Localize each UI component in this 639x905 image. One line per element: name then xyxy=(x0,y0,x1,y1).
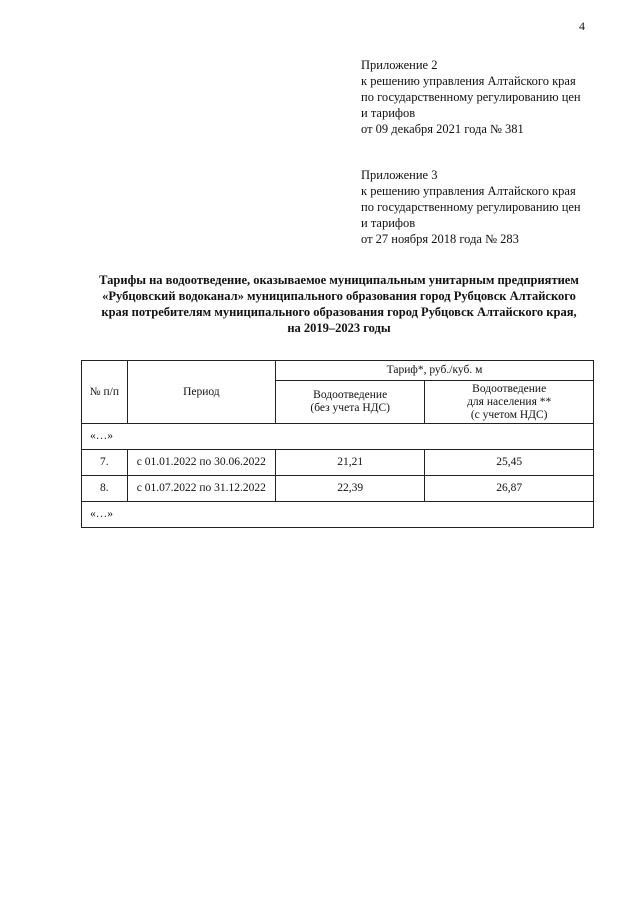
page-number: 4 xyxy=(579,19,585,33)
tariff-table xyxy=(81,360,594,528)
table-ellipsis-row xyxy=(82,502,594,528)
appendix-2-line: по государственному регулированию цен xyxy=(361,90,581,104)
appendix-3-line: по государственному регулированию цен xyxy=(361,200,581,214)
title-line: на 2019–2023 годы xyxy=(287,321,391,335)
ellipsis-bottom: «…» xyxy=(82,502,594,528)
cell-num: 8. xyxy=(82,476,128,502)
table-row xyxy=(82,476,594,502)
appendix-3-line: от 27 ноября 2018 года № 283 xyxy=(361,232,519,246)
header-line: Водоотведение xyxy=(313,389,388,401)
title-line: края потребителям муниципального образования город Рубцовск Алтайского края, xyxy=(101,305,577,319)
header-wastewater-no-vat xyxy=(276,381,425,424)
header-line: (без учета НДС) xyxy=(310,402,390,414)
header-wastewater-population xyxy=(425,381,594,424)
cell-period: с 01.07.2022 по 31.12.2022 xyxy=(127,476,275,502)
appendix-2-line: от 09 декабря 2021 года № 381 xyxy=(361,122,524,136)
appendix-2-line: к решению управления Алтайского края xyxy=(361,74,576,88)
appendix-3-line: Приложение 3 xyxy=(361,168,438,182)
header-period: Период xyxy=(127,361,275,424)
cell-tariff-b: 25,45 xyxy=(425,450,594,476)
appendix-3-block xyxy=(361,167,581,247)
title-line: Тарифы на водоотведение, оказываемое муниципальным унитарным предприятием xyxy=(99,273,579,287)
appendix-3-line: и тарифов xyxy=(361,216,416,230)
cell-period: с 01.01.2022 по 30.06.2022 xyxy=(127,450,275,476)
title-line: «Рубцовский водоканал» муниципального образования город Рубцовск Алтайского xyxy=(102,289,576,303)
cell-tariff-b: 26,87 xyxy=(425,476,594,502)
header-tariff-group: Тариф*, руб./куб. м xyxy=(276,361,594,381)
header-line: для населения ** xyxy=(467,395,552,408)
cell-num: 7. xyxy=(82,450,128,476)
document-title xyxy=(78,272,600,336)
header-num: № п/п xyxy=(82,361,128,424)
ellipsis-top: «…» xyxy=(82,424,594,450)
table-row xyxy=(82,450,594,476)
table-ellipsis-row xyxy=(82,424,594,450)
appendix-2-block xyxy=(361,57,581,137)
appendix-3-line: к решению управления Алтайского края xyxy=(361,184,576,198)
header-line: Водоотведение xyxy=(472,382,547,395)
appendix-2-line: Приложение 2 xyxy=(361,58,438,72)
header-line: (с учетом НДС) xyxy=(470,408,548,421)
table-header-row xyxy=(82,361,594,381)
cell-tariff-a: 22,39 xyxy=(276,476,425,502)
cell-tariff-a: 21,21 xyxy=(276,450,425,476)
appendix-2-line: и тарифов xyxy=(361,106,416,120)
